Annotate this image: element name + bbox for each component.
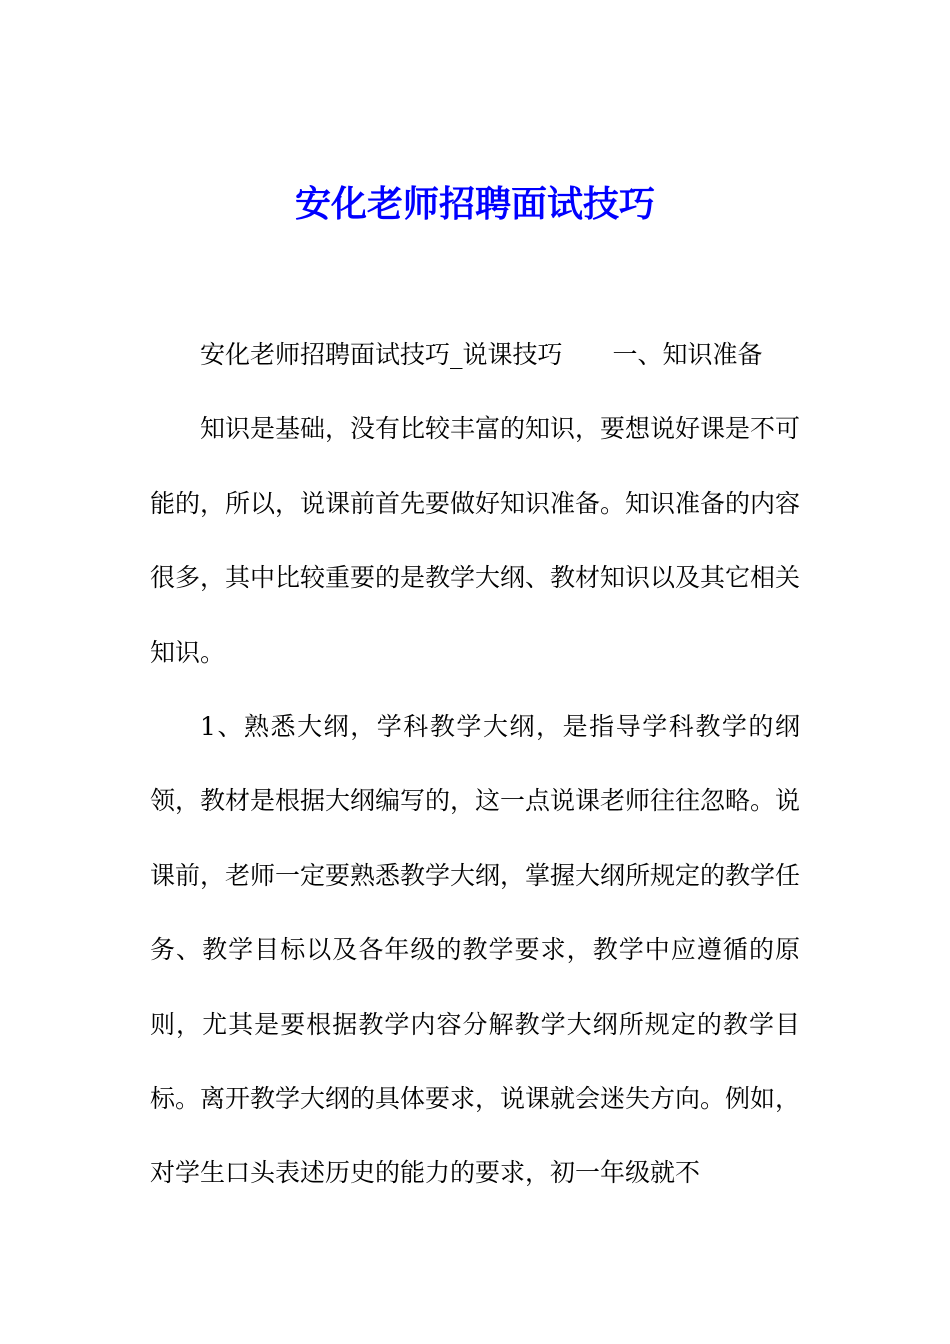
section-heading: 一、知识准备 <box>612 340 763 369</box>
paragraph-intro <box>150 318 800 392</box>
intro-heading: 安化老师招聘面试技巧_说课技巧 <box>200 340 563 369</box>
paragraph-syllabus: 1、熟悉大纲，学科教学大纲，是指导学科教学的纲领，教材是根据大纲编写的，这一点说课老师往往忽略。说课前，老师一定要熟悉教学大纲，掌握大纲所规定的教学任务、教学目标以及各年级的教学要求，教学中应遵循的原则，尤其是要根据教学内容分解教学大纲所规定的教学目标。离开教学大纲的具体要求，说课就会迷失方向。例如，对学生口头表述历史的能力的要求，初一年级就不 <box>150 712 801 1188</box>
document-body <box>150 318 800 1211</box>
paragraph-knowledge: 知识是基础，没有比较丰富的知识，要想说好课是不可能的，所以，说课前首先要做好知识准备。知识准备的内容很多，其中比较重要的是教学大纲、教材知识以及其它相关知识。 <box>150 414 801 667</box>
document-title: 安化老师招聘面试技巧 <box>294 183 655 225</box>
